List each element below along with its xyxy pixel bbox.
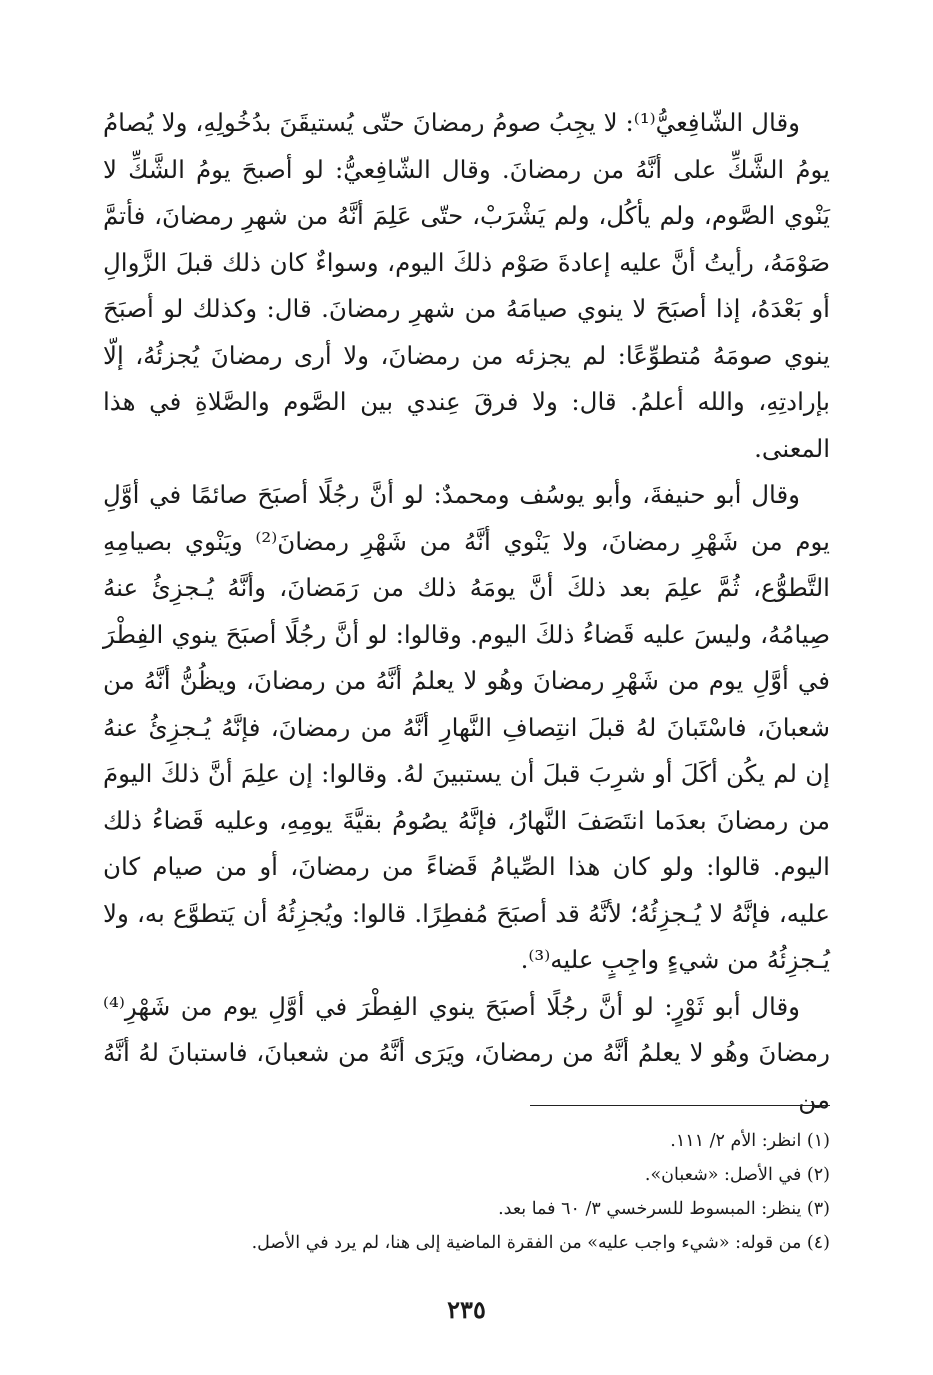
footnote-1: (١) انظر: الأم ٢/ ١١١. [670,1131,830,1151]
main-text [103,100,830,1123]
paragraph-1: وقال الشّافِعيُّ⁽¹⁾: لا يجِبُ صومُ رمضانَ حتّى يُستيقَنَ بدُخُولِهِ، ولا يُصامُ يومُ الشَّكِّ على أنَّهُ من رمضانَ. وقال الشّافِعيُّ: لو أصبحَ يومُ الشَّكِّ لا يَنْوي الصَّوم، ولم يأكُل، ولم يَشْرَبْ، حتّى عَلِمَ أنَّهُ من شهرِ رمضانَ، فأتمَّ صَوْمَهُ، رأيتُ أنَّ عليه إعادةَ صَوْم ذلكَ اليوم، وسواءٌ كان ذلك قبلَ الزَّوالِ أو بَعْدَهُ، إذا أصبَحَ لا ينوي صيامَهُ من شهرِ رمضانَ. قال: وكذلك لو أصبَحَ ينوي صومَهُ مُتطوِّعًا: لم يجزئه من رمضانَ، ولا أرى رمضانَ يُجزئُهُ، إلّا بإرادتِهِ، والله أعلمُ. قال: ولا فرقَ عِندي بين الصَّوم والصَّلاةِ في هذا المعنى. [103,108,830,463]
page-number: ٢٣٥ [447,1295,486,1324]
footnote-2: (٢) في الأصل: «شعبان». [644,1165,830,1185]
paragraph-2: وقال أبو حنيفةَ، وأبو يوسُف ومحمدٌ: لو أنَّ رجُلًا أصبَحَ صائمًا في أوَّلِ يوم من شَهْرِ رمضانَ، ولا يَنْوي أنَّهُ من شَهْرِ رمضانَ⁽²⁾ ويَنْوي بصيامِهِ التَّطوُّع، ثُمَّ علِمَ بعد ذلكَ أنَّ يومَهُ ذلك من رَمَضانَ، وأنَّهُ يُـجزِئُ عنهُ صِيامُهُ، وليسَ عليه قَضاءُ ذلكَ اليوم. وقالوا: لو أنَّ رجُلًا أصبَحَ ينوي الفِطْرَ في أوَّلِ يوم من شَهْرِ رمضانَ وهُو لا يعلمُ أنَّهُ من رمضانَ، ويظُنُّ أنَّهُ من شعبانَ، فاسْتَبانَ لهُ قبلَ انتِصافِ النَّهارِ أنَّهُ من رمضانَ، فإنَّهُ يُـجزِئُ عنهُ إن لم يكُن أكَلَ أو شرِبَ قبلَ أن يستبينَ لهُ. وقالوا: إن علِمَ أنَّ ذلكَ اليومَ من رمضانَ بعدَما انتَصَفَ النَّهارُ، فإنَّهُ يصُومُ بقيَّةَ يومِهِ، وعليه قَضاءُ ذلك اليوم. قالوا: ولو كان هذا الصِّيامُ قَضاءً من رمضانَ، أو من صيام كان عليه، فإنَّهُ لا يُـجزِئُهُ؛ لأنَّهُ قد أصبَحَ مُفطِرًا. قالوا: ويُجزِئُهُ أن يَتطوَّع به، ولا يُـجزِئُهُ من شيءٍ واجِبٍ عليه⁽³⁾. [103,480,830,974]
footnote-3: (٣) ينظر: المبسوط للسرخسي ٣/ ٦٠ فما بعد. [498,1199,830,1219]
footnotes [103,1124,830,1260]
footnote-4: (٤) من قوله: «شيء واجب عليه» من الفقرة الماضية إلى هنا، لم يرد في الأصل. [251,1233,830,1253]
footnote-divider [530,1105,830,1106]
paragraph-3: وقال أبو ثَوْرٍ: لو أنَّ رجُلًا أصبَحَ ينوي الفِطْرَ في أوَّلِ يوم من شَهْرِ⁽⁴⁾ رمضانَ وهُو لا يعلمُ أنَّهُ من رمضانَ، ويَرَى أنَّهُ من شعبانَ، فاستبانَ لهُ أنَّهُ من [103,991,830,1114]
